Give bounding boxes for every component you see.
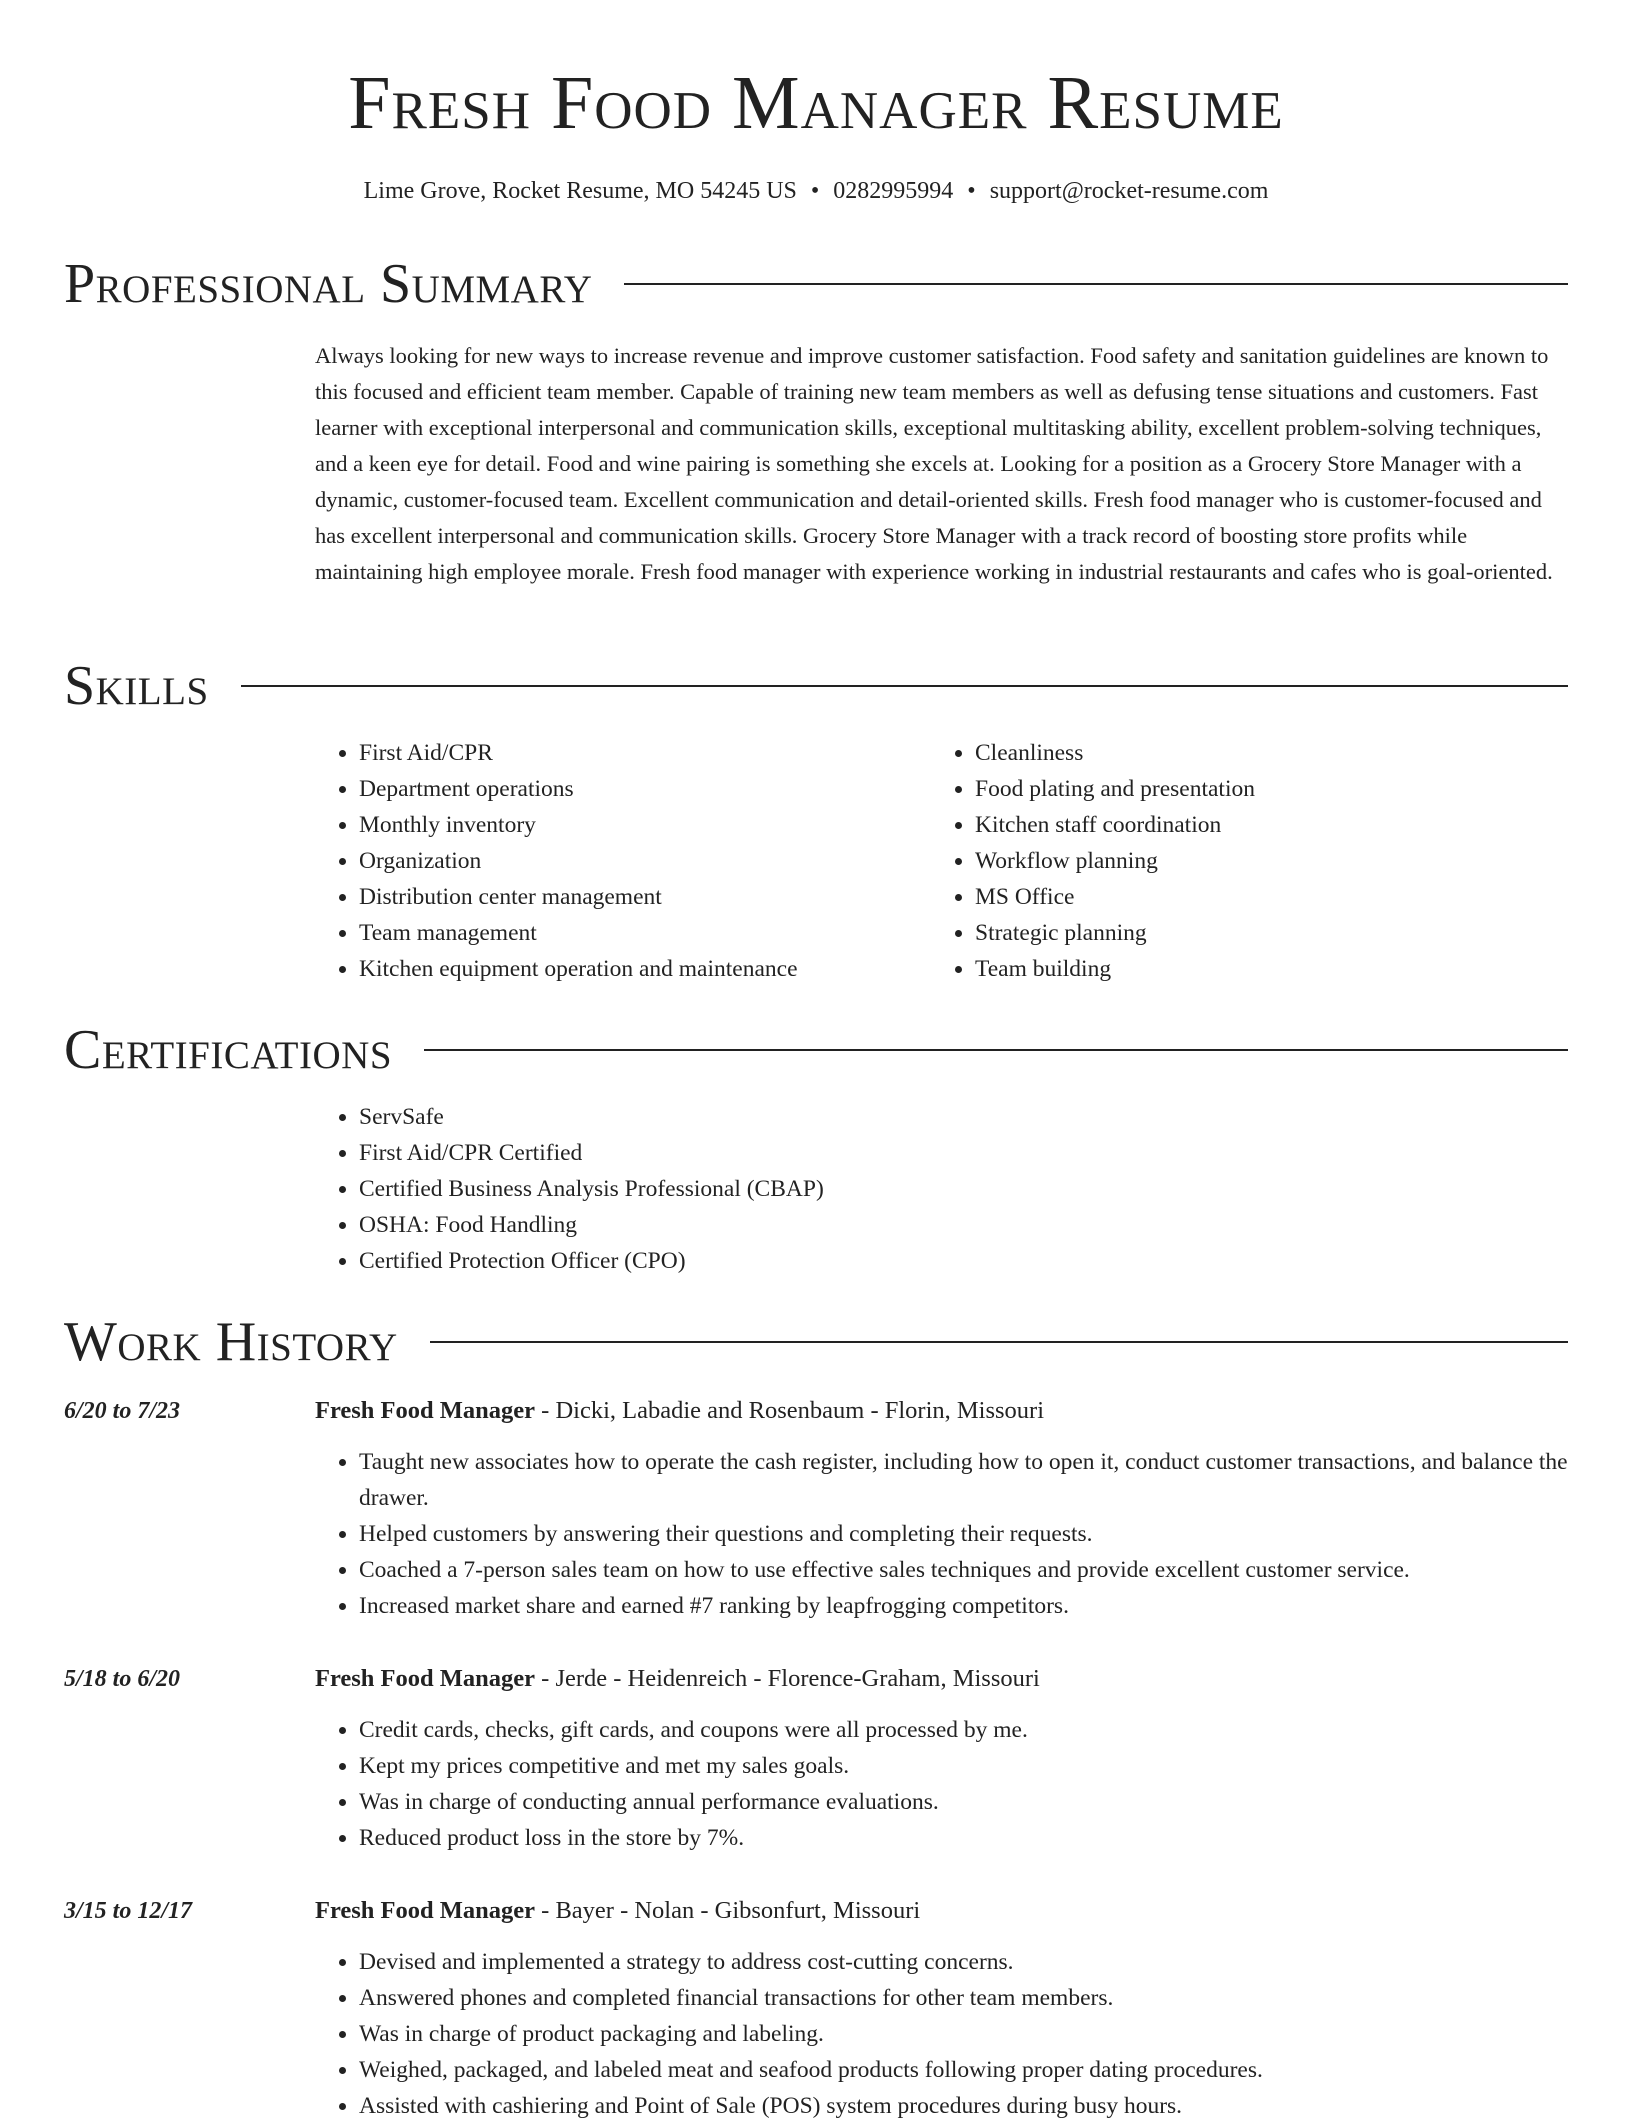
skill-item: • Cleanliness: [975, 735, 1255, 771]
skill-item: • Team building: [975, 951, 1255, 987]
skill-item: • Monthly inventory: [359, 807, 798, 843]
job-bullet: • Devised and implemented a strategy to address cost-cutting concerns.: [359, 1944, 1614, 1980]
section-divider: [430, 1341, 1568, 1343]
contact-separator: •: [967, 178, 976, 204]
certifications-list: [315, 1099, 824, 1279]
job-bullets: [315, 1712, 1614, 1856]
contact-email: support@rocket-resume.com: [989, 178, 1269, 204]
job-bullet: • Reduced product loss in the store by 7%.: [359, 1820, 1614, 1856]
summary-text: Always looking for new ways to increase revenue and improve customer satisfaction. Food safety and sanitation guidelines are known to this focused and efficient team member. Capable of training new team members as well as defusing tense situations and customers. Fast learner with exceptional interpersonal and communication skills, exceptional multitasking ability, excellent problem-solving techniques, and a keen eye for detail. Food and wine pairing is something she excels at. Looking for a position as a Grocery Store Manager with a dynamic, customer-focused team. Excellent communication and detail-oriented skills. Fresh food manager who is customer-focused and has excellent interpersonal and communication skills. Grocery Store Manager with a track record of boosting store profits while maintaining high employee morale. Fresh food manager with experience working in industrial restaurants and cafes who is goal-oriented.: [315, 343, 1553, 584]
skill-item: • First Aid/CPR: [359, 735, 798, 771]
job-employer-location: - Jerde - Heidenreich - Florence-Graham, Missouri: [535, 1665, 1040, 1692]
skills-list-left: [315, 735, 798, 987]
job-title: Fresh Food Manager: [315, 1665, 536, 1692]
skills-section-header: [64, 654, 1568, 718]
certification-item: • OSHA: Food Handling: [359, 1207, 824, 1243]
job-dates: 5/18 to 6/20: [64, 1666, 181, 1692]
certification-item: • Certified Protection Officer (CPO): [359, 1243, 824, 1279]
contact-separator: •: [810, 178, 820, 204]
certification-item: • First Aid/CPR Certified: [359, 1135, 824, 1171]
job-bullet: • Taught new associates how to operate the cash register, including how to open it, conduct customer transactions, and balance the drawer.: [359, 1444, 1614, 1516]
job-title: Fresh Food Manager: [315, 1397, 536, 1424]
section-divider: [241, 685, 1568, 687]
section-divider: [424, 1049, 1568, 1051]
skill-item: • Workflow planning: [975, 843, 1255, 879]
summary-heading: Professional Summary: [64, 253, 593, 315]
resume-title: Fresh Food Manager Resume: [348, 61, 1284, 145]
skill-item: • Kitchen equipment operation and maintenance: [359, 951, 798, 987]
contact-line: [0, 174, 1632, 208]
job-header: [315, 1661, 1040, 1697]
job-header: [315, 1893, 920, 1929]
job-bullet: • Was in charge of product packaging and labeling.: [359, 2016, 1614, 2052]
job-bullets: [315, 1444, 1614, 1624]
work-history-heading: Work History: [64, 1311, 398, 1373]
summary-section-header: [64, 252, 1568, 316]
skill-item: • Distribution center management: [359, 879, 798, 915]
job-employer-location: - Bayer - Nolan - Gibsonfurt, Missouri: [535, 1897, 921, 1924]
contact-address: Lime Grove, Rocket Resume, MO 54245 US: [363, 178, 797, 204]
skill-item: • MS Office: [975, 879, 1255, 915]
job-bullet: • Coached a 7-person sales team on how to use effective sales techniques and provide excellent customer service.: [359, 1552, 1614, 1588]
certifications-section-header: [64, 1018, 1568, 1082]
job-bullet: • Weighed, packaged, and labeled meat and seafood products following proper dating procedures.: [359, 2052, 1614, 2088]
job-dates: 3/15 to 12/17: [64, 1898, 193, 1924]
job-bullet: • Assisted with cashiering and Point of Sale (POS) system procedures during busy hours.: [359, 2088, 1614, 2124]
job-header: [315, 1393, 1044, 1429]
work-history-section-header: [64, 1310, 1568, 1374]
job-bullet: • Credit cards, checks, gift cards, and coupons were all processed by me.: [359, 1712, 1614, 1748]
section-divider: [624, 283, 1568, 285]
skill-item: • Team management: [359, 915, 798, 951]
job-bullet: • Answered phones and completed financial transactions for other team members.: [359, 1980, 1614, 2016]
contact-phone: 0282995994: [833, 178, 954, 204]
job-dates: 6/20 to 7/23: [64, 1398, 181, 1424]
skill-item: • Strategic planning: [975, 915, 1255, 951]
skill-item: • Food plating and presentation: [975, 771, 1255, 807]
skills-list-right: [931, 735, 1255, 987]
skill-item: • Department operations: [359, 771, 798, 807]
skills-heading: Skills: [64, 655, 209, 717]
job-employer-location: - Dicki, Labadie and Rosenbaum - Florin, Missouri: [535, 1397, 1045, 1424]
job-bullet: • Helped customers by answering their questions and completing their requests.: [359, 1516, 1614, 1552]
job-bullet: • Increased market share and earned #7 ranking by leapfrogging competitors.: [359, 1588, 1614, 1624]
certifications-heading: Certifications: [64, 1019, 393, 1081]
job-bullet: • Kept my prices competitive and met my sales goals.: [359, 1748, 1614, 1784]
certification-item: • Certified Business Analysis Professional (CBAP): [359, 1171, 824, 1207]
job-bullets: [315, 1944, 1614, 2124]
skill-item: • Kitchen staff coordination: [975, 807, 1255, 843]
job-title: Fresh Food Manager: [315, 1897, 536, 1924]
job-bullet: • Was in charge of conducting annual performance evaluations.: [359, 1784, 1614, 1820]
certification-item: • ServSafe: [359, 1099, 824, 1135]
skill-item: • Organization: [359, 843, 798, 879]
